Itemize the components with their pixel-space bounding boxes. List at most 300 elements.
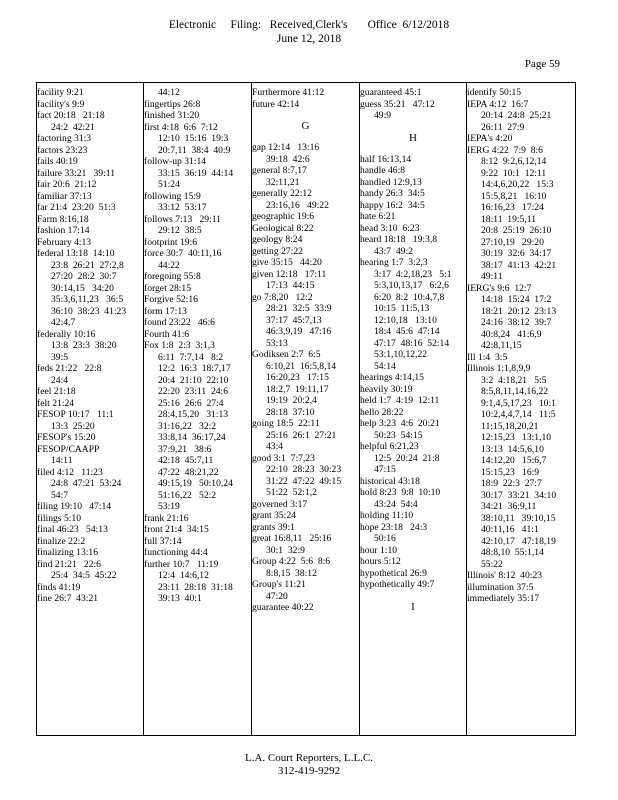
index-word: geographic (252, 211, 295, 222)
index-continuation (37, 294, 143, 306)
index-word: further (144, 558, 171, 570)
page-line-refs: 51:16,22 52:2 (158, 489, 217, 501)
index-entry (360, 384, 466, 396)
index-continuation (467, 260, 575, 272)
index-continuation (467, 455, 575, 467)
page-line-refs: 30:14,15 34:20 (51, 282, 114, 294)
index-continuation (467, 179, 575, 191)
page-line-refs: 43:24 54:4 (374, 498, 418, 510)
index-word: felt (37, 397, 50, 409)
index-word: go (252, 291, 262, 303)
page-line-refs: 55:8 (183, 271, 201, 282)
index-entry (360, 579, 466, 591)
index-word: finalize (37, 535, 66, 547)
index-entry (252, 269, 359, 281)
index-continuation (144, 421, 251, 433)
index-continuation (144, 133, 251, 145)
index-word: footprint (144, 236, 178, 248)
index-word: final (37, 524, 55, 535)
index-entry (37, 237, 143, 249)
page-line-refs: 49:7 (417, 579, 435, 590)
index-continuation (37, 122, 143, 134)
page-line-refs: 4:18 6:6 7:12 (161, 121, 218, 133)
page-line-refs: 12:9,13 (392, 176, 422, 188)
page-line-refs: 26:8 (183, 98, 201, 110)
index-word: fine (37, 593, 52, 604)
index-continuation (360, 246, 466, 258)
index-continuation (252, 476, 359, 488)
index-word: IEPA (467, 98, 487, 110)
page-line-refs: 28:4,15,20 31:13 (158, 409, 229, 420)
page-line-refs: 41:12 (302, 87, 325, 98)
index-entry (252, 257, 359, 269)
page-line-refs: 42:18 45:7,11 (158, 455, 214, 466)
index-continuation (37, 421, 143, 433)
index-continuation (252, 407, 359, 419)
index-continuation (467, 398, 575, 410)
index-word: heavily (360, 383, 389, 395)
page-line-refs: 12:2 16:3 18:7,17 (158, 363, 231, 374)
page-line-refs: 21:22 22:8 (55, 363, 102, 374)
index-entry (360, 487, 466, 499)
index-entry (360, 99, 466, 111)
index-continuation (252, 177, 359, 189)
index-continuation (252, 430, 359, 442)
page-line-refs: 3:17 (290, 498, 308, 510)
page-line-refs: 42:8,11,15 (481, 340, 522, 351)
index-continuation (144, 87, 251, 99)
index-word: finalizing (37, 547, 74, 558)
index-entry (37, 547, 143, 559)
page-line-refs: 35:15 44:20 (270, 257, 322, 268)
page-line-refs: 54:7 (51, 489, 69, 501)
page-line-refs: 21:16 (166, 512, 189, 524)
index-entry (252, 223, 359, 235)
page-line-refs: 31:22 47:22 49:15 (266, 475, 342, 487)
page-line-refs: 17:13 (165, 305, 187, 317)
page-line-refs: 43:7 49:2 (374, 245, 413, 257)
index-word: far (37, 202, 48, 213)
index-entry (37, 432, 143, 444)
index-entry (144, 524, 251, 536)
page-line-refs: 21:21 22:6 (54, 558, 101, 570)
index-entry (252, 99, 359, 111)
index-entry (252, 234, 359, 246)
page-line-refs: 43:18 (398, 475, 420, 487)
index-continuation (252, 303, 359, 315)
index-entry (37, 225, 143, 237)
index-word: facility (37, 87, 65, 98)
page-line-refs: 53:1,10,12,22 (374, 349, 428, 360)
index-word: Illinois' (467, 570, 496, 581)
index-word: FESOP's (37, 432, 72, 443)
index-entry (360, 418, 466, 430)
page-line-refs: 39:5 (51, 351, 69, 363)
page-line-refs: 3:2 4:18,21 5:5 (481, 374, 547, 386)
index-continuation (360, 499, 466, 511)
index-entry (144, 306, 251, 318)
index-word: hold (360, 487, 378, 498)
index-word: governed (252, 498, 288, 510)
page-line-refs: 9:6 12:7 (497, 282, 532, 294)
page-line-refs: 49:9 (374, 110, 392, 121)
index-word: geology (252, 234, 283, 245)
page-line-refs: 20:6 21:12 (52, 179, 97, 190)
index-entry (37, 110, 143, 122)
page-line-refs: 40:11,16 41:1 (481, 524, 539, 535)
page-line-refs: 10:15 11:5,13 (374, 303, 430, 314)
index-continuation (252, 200, 359, 212)
index-continuation (467, 317, 575, 329)
index-entry (37, 398, 143, 410)
page-line-refs: 25:4 34:5 45:22 (51, 570, 117, 581)
index-word: Geological (252, 222, 295, 234)
page-line-refs: 19:6 (297, 211, 315, 222)
page-line-refs: 10:17 11:1 (67, 409, 114, 420)
index-continuation (144, 490, 251, 502)
index-continuation (467, 225, 575, 237)
index-continuation (467, 306, 575, 318)
page-line-refs: 49:15,19 50:10,24 (158, 478, 233, 489)
index-continuation (360, 464, 466, 476)
index-entry (37, 248, 143, 260)
page-line-refs: 19:10 47:14 (60, 501, 112, 512)
index-entry (467, 582, 575, 594)
page-line-refs: 13:18 14:10 (66, 248, 115, 259)
index-continuation (360, 303, 466, 315)
index-word: help (360, 418, 377, 429)
page-line-refs: 4:22 7:9 8:6 (491, 144, 543, 156)
index-column-5 (466, 83, 575, 735)
page-line-refs: 30:1 32:9 (266, 544, 305, 556)
index-entry (252, 522, 359, 534)
page-line-refs: 18:11 19:5,11 (481, 213, 536, 225)
index-word: general (252, 165, 281, 176)
page-line-refs: 1:8 2:3 3:1,3 (161, 340, 215, 351)
page-line-refs: 8:24 (285, 234, 303, 245)
index-continuation (144, 501, 251, 513)
reporter-name: L.A. Court Reporters, L.L.C. (244, 752, 373, 764)
index-continuation (144, 398, 251, 410)
index-entry (37, 593, 143, 605)
index-word: hypothetical (360, 567, 408, 579)
index-word: happy (360, 199, 384, 211)
index-entry (144, 340, 251, 352)
index-continuation (360, 110, 466, 122)
reporter-phone: 312-419-9292 (277, 765, 341, 777)
index-word: found (144, 317, 167, 328)
index-entry (144, 122, 251, 134)
index-word: given (252, 268, 274, 280)
page-line-refs: 21:4 23:20 51:3 (50, 202, 116, 213)
page-line-refs: 31:3 (74, 133, 92, 144)
page-line-refs: 27:20 28:2 30:7 (51, 271, 117, 282)
index-continuation (37, 455, 143, 467)
index-continuation (144, 202, 251, 214)
page-line-refs: 12:10,18 13:10 (374, 314, 437, 326)
page-line-refs: 47:22 48:21,22 (158, 466, 219, 478)
index-continuation (37, 260, 143, 272)
index-entry (37, 467, 143, 479)
page-line-refs: 25:16 26:1 27:21 (266, 429, 337, 441)
index-word: federally (37, 328, 72, 340)
index-continuation (360, 269, 466, 281)
index-word: handy (360, 188, 384, 199)
page-line-refs: 18:21 20:12 23:13 (481, 305, 557, 317)
index-word: full (144, 535, 158, 547)
page-line-refs: 45:1 (404, 87, 422, 98)
page-line-refs: 51:24 (158, 179, 180, 190)
index-entry (360, 441, 466, 453)
index-word: functioning (144, 547, 189, 558)
index-word: hour (360, 544, 378, 556)
section-letter: I (411, 600, 415, 613)
index-word: Farm (37, 213, 58, 225)
page-line-refs: 39:1 (277, 521, 295, 533)
page-line-refs: 1:7 3:2,3 (391, 257, 428, 268)
index-continuation (360, 430, 466, 442)
index-continuation (252, 315, 359, 327)
index-column-4 (359, 83, 466, 735)
index-word: Ill (467, 351, 476, 363)
page-line-refs: 1:1,8,9,9 (496, 363, 531, 374)
index-entry (360, 234, 466, 246)
index-entry (360, 372, 466, 384)
index-continuation (252, 545, 359, 557)
page-line-refs: 14:4,6,20,22 15:3 (481, 179, 554, 190)
page-line-refs: 47:20 (266, 590, 288, 602)
page-line-refs: 19:19 20:2,4 (266, 395, 317, 406)
index-word: good (252, 452, 272, 464)
index-word: grant (252, 510, 272, 521)
index-entry (252, 499, 359, 511)
index-continuation (467, 432, 575, 444)
index-word: illumination (467, 581, 514, 593)
index-word: grants (252, 521, 276, 533)
page-line-refs: 39:13 40:1 (158, 593, 202, 604)
index-entry (252, 418, 359, 430)
index-entry (37, 582, 143, 594)
index-continuation (144, 352, 251, 364)
index-word: immediately (467, 593, 515, 604)
index-word: guaranteed (360, 87, 403, 98)
index-entry (144, 248, 251, 260)
index-word: factors (37, 144, 64, 156)
index-continuation (144, 225, 251, 237)
index-entry (144, 110, 251, 122)
page-line-refs: 4:22 5:6 8:6 (278, 556, 331, 567)
page-line-refs: 26:3 34:5 (385, 188, 425, 199)
index-word: identify (467, 87, 497, 98)
index-word: feds (37, 363, 53, 374)
page-line-refs: 51:22 52:1,2 (266, 487, 317, 498)
page-line-refs: 25:16 26:6 27:4 (158, 397, 224, 409)
index-word: form (144, 305, 163, 317)
page-line-refs: 27:10,19 29:20 (481, 236, 544, 248)
index-continuation (467, 248, 575, 260)
index-word: FESOP (37, 409, 66, 420)
index-continuation (360, 326, 466, 338)
index-entry (37, 329, 143, 341)
index-word: Illinois (467, 363, 495, 374)
page-line-refs: 7:8,20 12:2 (264, 291, 313, 303)
index-continuation (467, 375, 575, 387)
index-entry (37, 156, 143, 168)
page-line-refs: 33:15 36:19 44:14 (158, 167, 234, 179)
page-line-refs: 53:19 (158, 501, 180, 512)
index-entry (144, 156, 251, 168)
page-line-refs: 9:1,4,5,17,23 10:1 (481, 397, 556, 409)
index-continuation (37, 271, 143, 283)
page-line-refs: 42:10,17 47:18,19 (481, 535, 556, 547)
page-line-refs: 6:21 (378, 211, 396, 222)
index-word: filing (37, 501, 58, 512)
index-entry (37, 501, 143, 513)
page-line-refs: 4:20 (495, 133, 513, 144)
page-number: Page 59 (524, 58, 560, 70)
page-line-refs: 30:19 (390, 383, 413, 395)
page-line-refs: 23:11 28:18 31:18 (158, 581, 233, 593)
index-word: guarantee (252, 602, 290, 613)
page-line-refs: 20:7,11 38:4 40:9 (158, 144, 231, 156)
index-continuation (37, 340, 143, 352)
index-entry (37, 145, 143, 157)
page-line-refs: 6:21,23 (389, 441, 419, 452)
index-word: helpful (360, 441, 388, 452)
index-entry (144, 547, 251, 559)
page-line-refs: 26:9 (409, 567, 427, 579)
page-line-refs: 35:3,6,11,23 36:5 (51, 294, 124, 305)
page-line-refs: 12:5 20:24 21:8 (374, 452, 440, 464)
index-word: feel (37, 386, 52, 397)
page-line-refs: 14:12,20 15:6,7 (481, 455, 547, 466)
index-word: filed (37, 466, 55, 478)
index-continuation (144, 467, 251, 479)
index-word: handled (360, 176, 391, 188)
page-line-refs: 28:18 37:10 (266, 406, 315, 418)
index-continuation (467, 467, 575, 479)
index-entry (252, 165, 359, 177)
index-entry (252, 142, 359, 154)
page-line-refs: 12:14 13:16 (268, 142, 320, 153)
index-entry (360, 522, 466, 534)
index-word: following (144, 190, 182, 202)
index-continuation (467, 524, 575, 536)
page-line-refs: 12:18 17:11 (275, 268, 327, 280)
page-line-refs: 20:8 25:19 26:10 (481, 225, 552, 236)
index-continuation (360, 280, 466, 292)
index-entry (467, 570, 575, 582)
page-line-refs: 46:23 54:13 (57, 524, 108, 535)
index-continuation (252, 568, 359, 580)
index-entry (37, 524, 143, 536)
index-entry (252, 349, 359, 361)
page-line-refs: 40:22 (291, 602, 314, 613)
index-word: hope (360, 521, 379, 533)
page-line-refs: 20:4 21:10 22:10 (158, 374, 229, 386)
page-line-refs: 50:16 (374, 533, 396, 544)
page-line-refs: 13:8 23:3 38:20 (51, 340, 117, 351)
index-continuation (37, 317, 143, 329)
index-entry (37, 409, 143, 421)
page-line-refs: 46:8 (387, 165, 406, 176)
page-line-refs: 4:14,15 (394, 372, 424, 383)
page-line-refs: 37:5 (516, 581, 534, 593)
page-line-refs: 23:8 26:21 27:2,8 (51, 259, 124, 271)
page-line-refs: 53:13 (266, 337, 288, 349)
index-continuation (467, 168, 575, 180)
index-word: gap (252, 142, 266, 153)
index-entry (144, 294, 251, 306)
page-line-refs: 16:16,23 17:24 (481, 202, 544, 213)
page-line-refs: 28:15 (169, 282, 191, 294)
index-entry (467, 363, 575, 375)
page-line-refs: 13:16 (76, 547, 99, 558)
index-word: IERG (467, 144, 490, 156)
page-line-refs: 44:4 (190, 547, 208, 558)
index-word: hate (360, 211, 376, 222)
page-line-refs: 44:12 (158, 87, 180, 98)
page-line-refs: 33:12 53:17 (158, 202, 207, 213)
index-continuation (360, 361, 466, 373)
page-line-refs: 21:24 (52, 397, 75, 409)
index-word: hello (360, 406, 380, 418)
index-entry (252, 292, 359, 304)
page-line-refs: 28:21 32:5 33:9 (266, 303, 332, 314)
index-continuation (360, 292, 466, 304)
index-continuation (252, 154, 359, 166)
index-entry (360, 154, 466, 166)
index-entry (360, 545, 466, 557)
index-continuation (37, 478, 143, 490)
page-line-refs: 36:10 38:23 41:23 (51, 305, 127, 317)
index-continuation (252, 464, 359, 476)
index-continuation (144, 363, 251, 375)
page-line-refs: 50:15 (499, 87, 522, 98)
index-word: failure (37, 167, 63, 179)
index-entry (467, 352, 575, 364)
index-continuation (467, 156, 575, 168)
page-line-refs: 22:2 (68, 535, 86, 547)
page-line-refs: 27:22 (281, 245, 303, 257)
page-line-refs: 9:22 10:1 12:11 (481, 167, 547, 179)
page-line-refs: 18:2,7 19:11,17 (266, 383, 329, 395)
page-line-refs: 33:8,14 36:17,24 (158, 432, 226, 443)
page-line-refs: 26:11 27:9 (481, 121, 525, 133)
page-line-refs: 18:18 19:3,8 (383, 234, 438, 245)
index-entry (37, 133, 143, 145)
page-line-refs: 49:11 (481, 271, 503, 282)
page-line-refs: 44:22 (158, 259, 180, 271)
page-line-refs: 30:7 40:11,16 (166, 248, 222, 259)
page-line-refs: 18:9 22:3 27:7 (481, 478, 542, 489)
index-entry (144, 271, 251, 283)
index-continuation (144, 260, 251, 272)
page-line-refs: 10:2,4,4,7,14 11:5 (481, 409, 556, 420)
index-entry (467, 99, 575, 111)
page-line-refs: 11:15,18,20,21 (481, 420, 539, 432)
page-line-refs: 8:12 9:2,6,12,14 (481, 156, 547, 167)
index-word: great (252, 533, 272, 544)
page-line-refs: 23:23 (65, 144, 88, 156)
index-continuation (467, 536, 575, 548)
index-word: Fourth (144, 328, 170, 340)
page-line-refs: 13:3 25:20 (51, 420, 95, 432)
page-line-refs: 20:18 21:18 (53, 110, 105, 121)
index-word: Forgive (144, 294, 174, 305)
index-entry (144, 283, 251, 295)
index-continuation (467, 271, 575, 283)
